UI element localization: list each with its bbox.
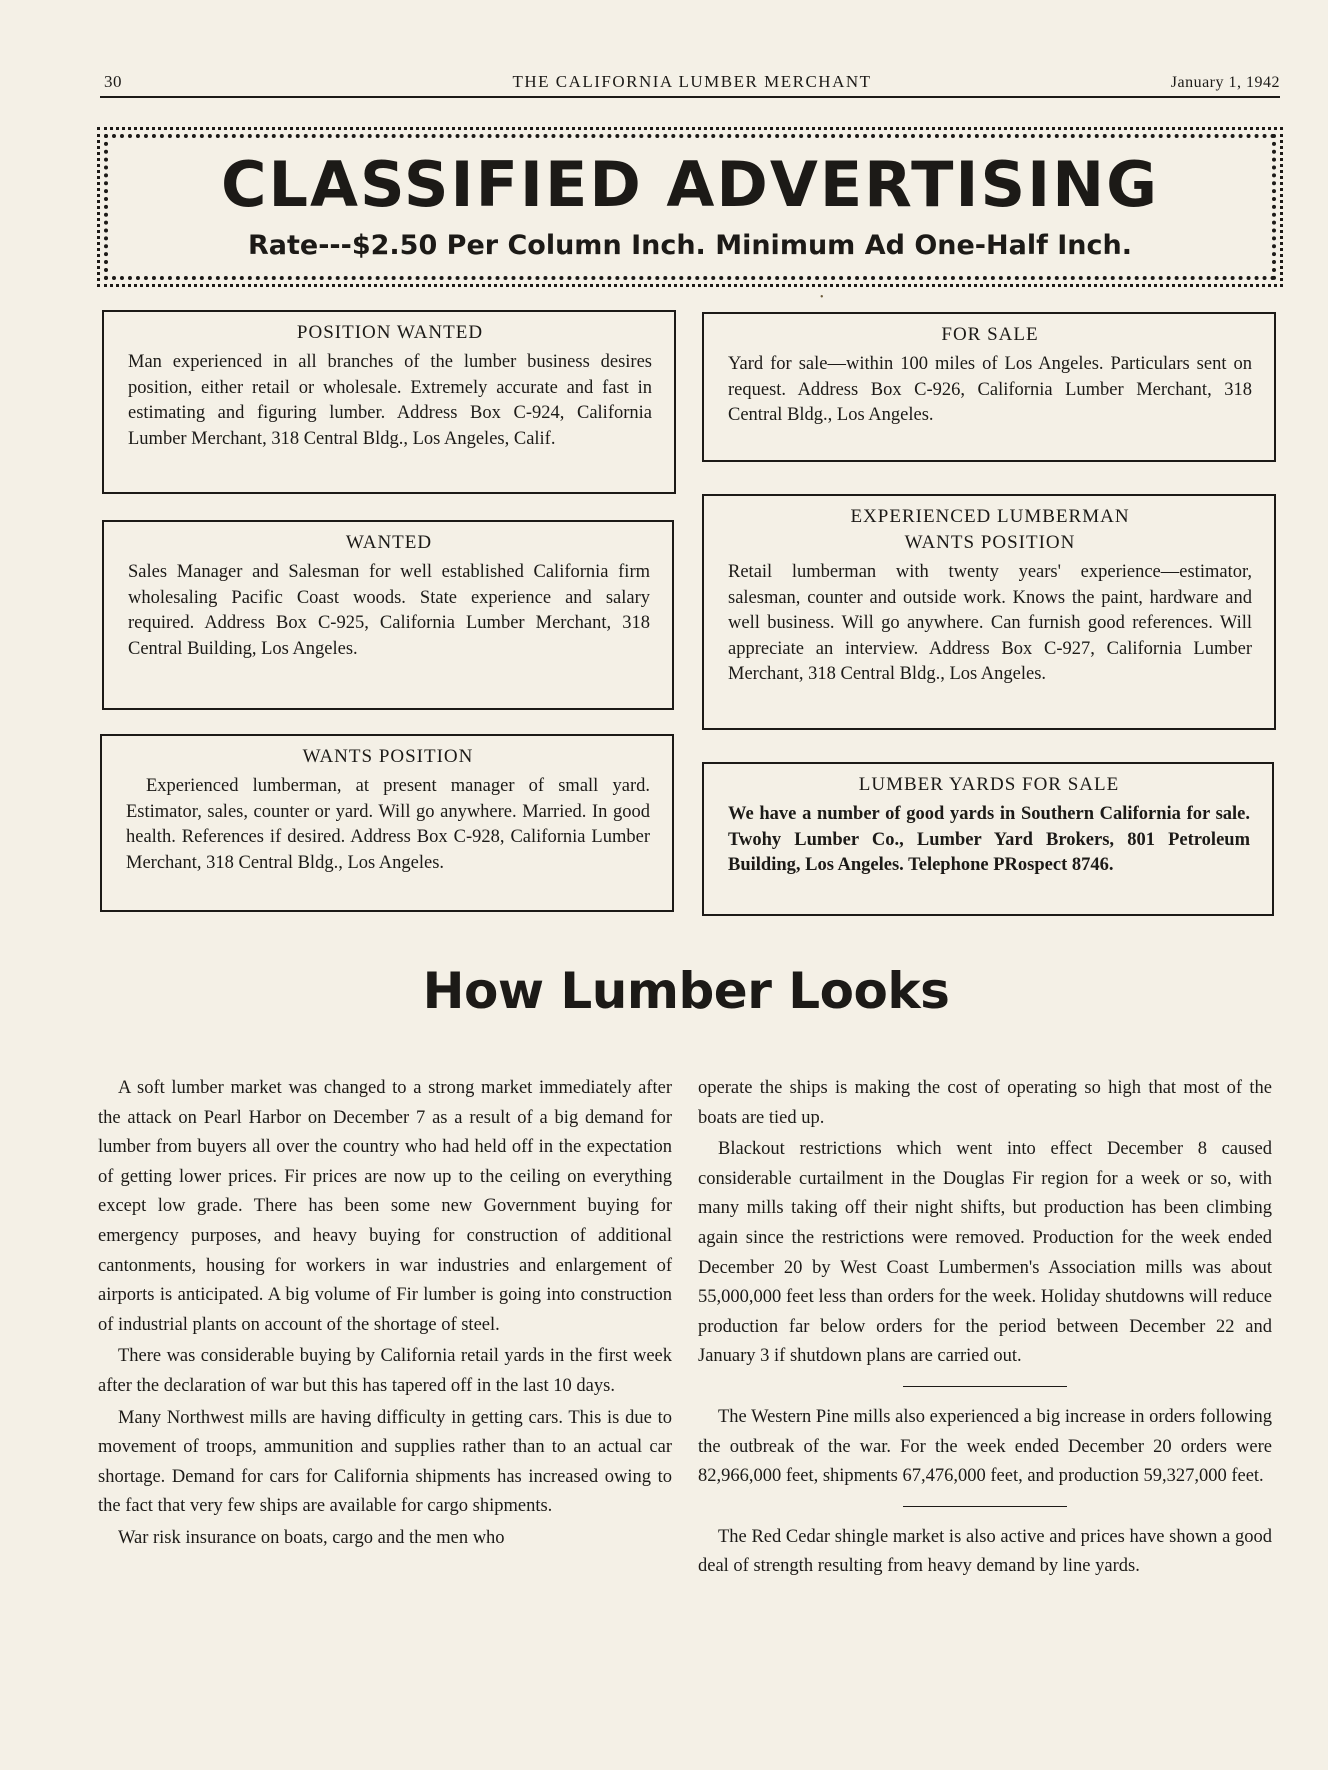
- article-paragraph-red-cedar: The Red Cedar shingle market is also active and prices have shown a good deal of strength resulting from heavy demand by line yards.: [698, 1526, 1272, 1577]
- ad-experienced-lumberman: [702, 494, 1276, 730]
- ad-heading: WANTS POSITION: [302, 746, 474, 767]
- section-divider: [903, 1386, 1067, 1387]
- ad-position-wanted: [102, 310, 676, 494]
- ad-heading: WANTED: [345, 532, 433, 553]
- classified-banner: [104, 134, 1276, 280]
- article-paragraph: Blackout restrictions which went into effect December 8 caused considerable curtailment in the Douglas Fir region for a week or so, with many mills taking off their night shifts, but production has been climbing again since the restrictions were removed. Production for the week ended December 20 by West Coast Lumbermen's Association mills was about 55,000,000 feet less than orders for the week. Holiday shutdowns will reduce production far below orders for the period between December 22 and January 3 if shutdown plans are carried out.: [698, 1139, 1272, 1367]
- article-column-left: [98, 1074, 672, 1554]
- ad-wants-position: [100, 734, 674, 912]
- article-title: How Lumber Looks: [422, 962, 950, 1020]
- article-paragraph: There was considerable buying by California retail yards in the first week after the declaration of war but this has tapered off in the last 10 days.: [98, 1346, 672, 1396]
- ad-body: Sales Manager and Salesman for well established California firm wholesaling Pacific Coast woods. State experience and salary required. Address Box C-925, California Lumber Merchant, 318 Central Building, Los Angeles.: [128, 562, 650, 659]
- section-divider: [903, 1506, 1067, 1507]
- ad-wanted: [102, 520, 674, 710]
- running-header: [104, 70, 1280, 98]
- article-paragraph: War risk insurance on boats, cargo and the men who: [118, 1527, 505, 1548]
- ad-body: Retail lumberman with twenty years' experience—estimator, salesman, counter and outside work. Knows the paint, hardware and well business. Will go anywhere. Can furnish good references. Will appreciate an interview. Address Box C-927, California Lumber Merchant, 318 Central Bldg., Los Angeles.: [728, 562, 1252, 684]
- ornament-dot: •: [820, 292, 824, 303]
- ad-heading-line1: EXPERIENCED LUMBERMAN: [850, 506, 1130, 527]
- ad-body: Yard for sale—within 100 miles of Los Angeles. Particulars sent on request. Address Box C-926, California Lumber Merchant, 318 Central Bldg., Los Angeles.: [728, 354, 1252, 425]
- ad-lumber-yards-for-sale: [702, 762, 1274, 916]
- publication-title: THE CALIFORNIA LUMBER MERCHANT: [512, 72, 872, 91]
- header-rule: [100, 96, 1280, 98]
- ad-heading-line2: WANTS POSITION: [904, 532, 1076, 553]
- page-number: 30: [104, 72, 122, 91]
- ad-body: We have a number of good yards in Southern California for sale. Twohy Lumber Co., Lumber Yard Brokers, 801 Petroleum Building, Los Angeles. Telephone PRospect 8746.: [728, 804, 1250, 875]
- article-paragraph-continued: operate the ships is making the cost of operating so high that most of the boats are tied up.: [698, 1078, 1272, 1128]
- ad-body: Experienced lumberman, at present manager of small yard. Estimator, sales, counter or yard. Will go anywhere. Married. In good health. References if desired. Address Box C-928, California Lumber Merchant, 318 Central Bldg., Los Angeles.: [126, 776, 650, 873]
- banner-rate: Rate---$2.50 Per Column Inch. Minimum Ad One-Half Inch.: [248, 230, 1132, 261]
- ad-heading: POSITION WANTED: [296, 322, 484, 343]
- ad-heading: FOR SALE: [941, 324, 1039, 345]
- ad-for-sale: [702, 312, 1276, 462]
- issue-date: January 1, 1942: [1170, 74, 1280, 91]
- article-column-right: [698, 1074, 1272, 1582]
- article-paragraph: A soft lumber market was changed to a strong market immediately after the attack on Pearl Harbor on December 7 as a result of a big demand for lumber from buyers all over the country who had held off in the expectation of getting lower prices. Fir prices are now up to the ceiling on everything except low grade. There has been some new Government buying for emergency purposes, and heavy buying for construction of additional cantonments, housing for workers in war industries and enlargement of airports is anticipated. A big volume of Fir lumber is going into construction of industrial plants on account of the shortage of steel.: [98, 1078, 672, 1335]
- ad-heading: LUMBER YARDS FOR SALE: [858, 774, 1120, 795]
- banner-title: CLASSIFIED ADVERTISING: [220, 148, 1159, 221]
- ad-body: Man experienced in all branches of the lumber business desires position, either retail or wholesale. Extremely accurate and fast in estimating and figuring lumber. Address Box C-924, California Lumber Merchant, 318 Central Bldg., Los Angeles, Calif.: [128, 352, 652, 449]
- article-paragraph: Many Northwest mills are having difficulty in getting cars. This is due to movement of troops, ammunition and supplies rather than to an actual car shortage. Demand for cars for California shipments has increased owing to the fact that very few ships are available for cargo shipments.: [98, 1407, 672, 1517]
- article-paragraph-western-pine: The Western Pine mills also experienced a big increase in orders following the outbreak of the war. For the week ended December 20 orders were 82,966,000 feet, shipments 67,476,000 feet, and production 59,327,000 feet.: [698, 1406, 1272, 1487]
